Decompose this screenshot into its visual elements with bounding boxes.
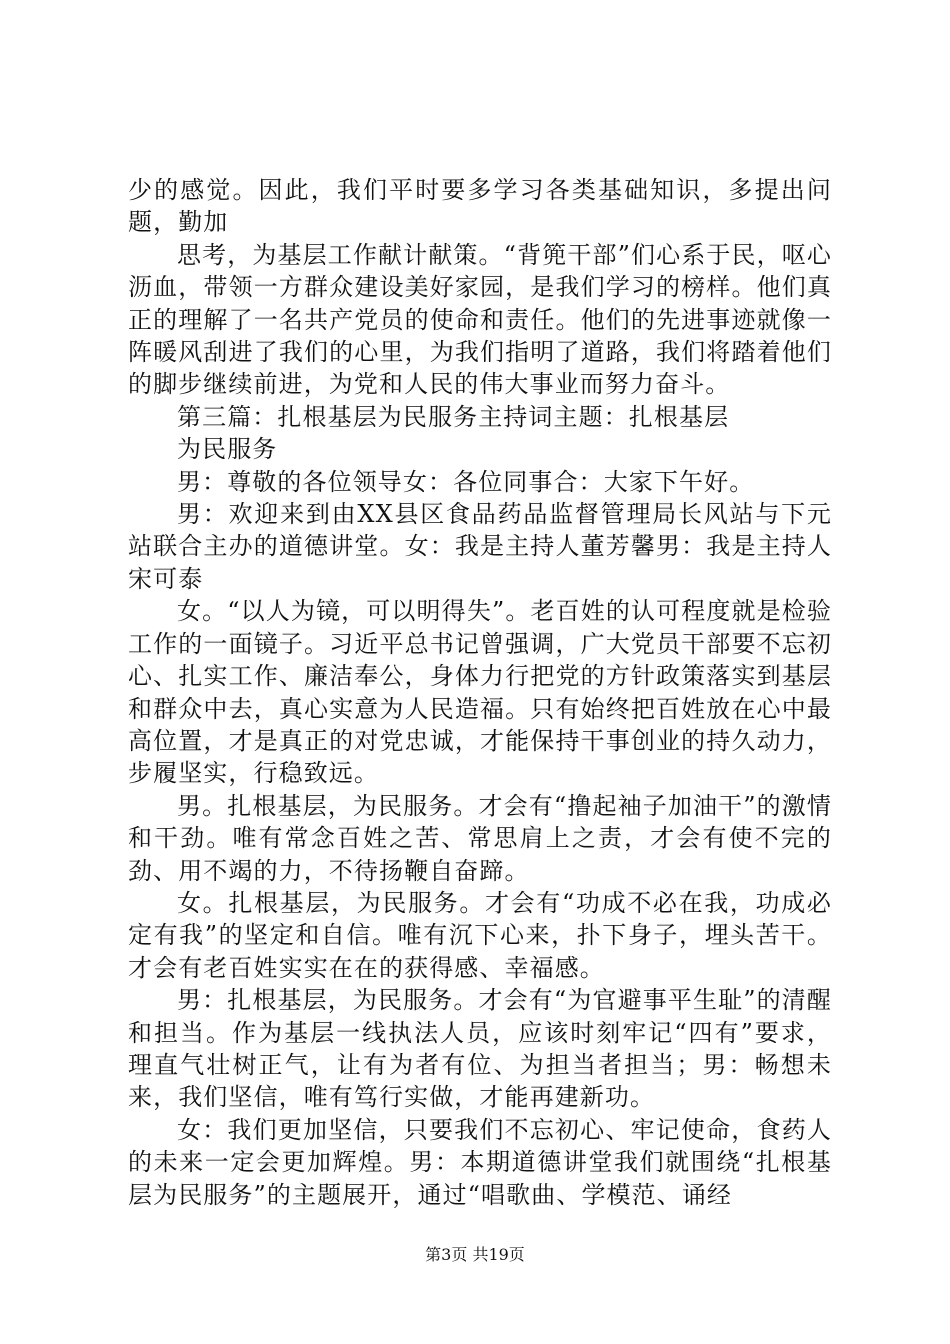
paragraph-male-2: 男：扎根基层，为民服务。才会有“为官避事平生耻”的清醒和担当。作为基层一线执法人员，应该时刻牢记“四有”要求，理直气壮树正气，让有为者有位、为担当者担当；男：畅想未来，我们坚信，唯有笃行实做，才能再建新功。 bbox=[128, 986, 832, 1112]
paragraph-welcome: 男：欢迎来到由XX县区食品药品监督管理局长风站与下元站联合主办的道德讲堂。女：我是主持人董芳馨男：我是主持人宋可泰 bbox=[128, 500, 832, 593]
page-number-footer: 第3页 共19页 bbox=[425, 1245, 525, 1264]
paragraph-greeting: 男：尊敬的各位领导女：各位同事合：大家下午好。 bbox=[177, 467, 755, 496]
paragraph-female-2: 女：我们更加坚信，只要我们不忘初心、牢记使命，食药人的未来一定会更加辉煌。男：本期道德讲堂我们就围绕“扎根基层为民服务”的主题展开，通过“唱歌曲、学模范、诵经 bbox=[128, 1115, 832, 1209]
paragraph-2: 思考，为基层工作献计献策。“背篼干部”们心系于民，呕心沥血，带领一方群众建设美好家园，是我们学习的榜样。他们真正的理解了一名共产党员的使命和责任。他们的先进事迹就像一阵暖风刮进了我们的心里，为我们指明了道路，我们将踏着他们的脚步继续前进，为党和人民的伟大事业而努力奋斗。 bbox=[128, 240, 832, 399]
section-heading-continued: 为民服务 bbox=[177, 435, 278, 464]
paragraph-female-1: 女。扎根基层，为民服务。才会有“功成不必在我，功成必定有我”的坚定和自信。唯有沉下心来，扑下身子，埋头苦干。才会有老百姓实实在在的获得感、幸福感。 bbox=[128, 888, 832, 982]
paragraph-male-1: 男。扎根基层，为民服务。才会有“撸起袖子加油干”的激情和干劲。唯有常念百姓之苦、常思肩上之责，才会有使不完的劲、用不竭的力，不待扬鞭自奋蹄。 bbox=[128, 791, 832, 885]
paragraph-mirror: 女。“以人为镜，可以明得失”。老百姓的认可程度就是检验工作的一面镜子。习近平总书记曾强调，广大党员干部要不忘初心、扎实工作、廉洁奉公，身体力行把党的方针政策落实到基层和群众中去，真心实意为人民造福。只有始终把百姓放在心中最高位置，才是真正的对党忠诚，才能保持干事创业的持久动力，步履坚实，行稳致远。 bbox=[128, 597, 832, 788]
section-heading: 第三篇：扎根基层为民服务主持词主题：扎根基层 bbox=[177, 402, 730, 431]
document-body bbox=[128, 174, 832, 1211]
paragraph-1: 少的感觉。因此，我们平时要多学习各类基础知识，多提出问题，勤加 bbox=[128, 176, 832, 237]
